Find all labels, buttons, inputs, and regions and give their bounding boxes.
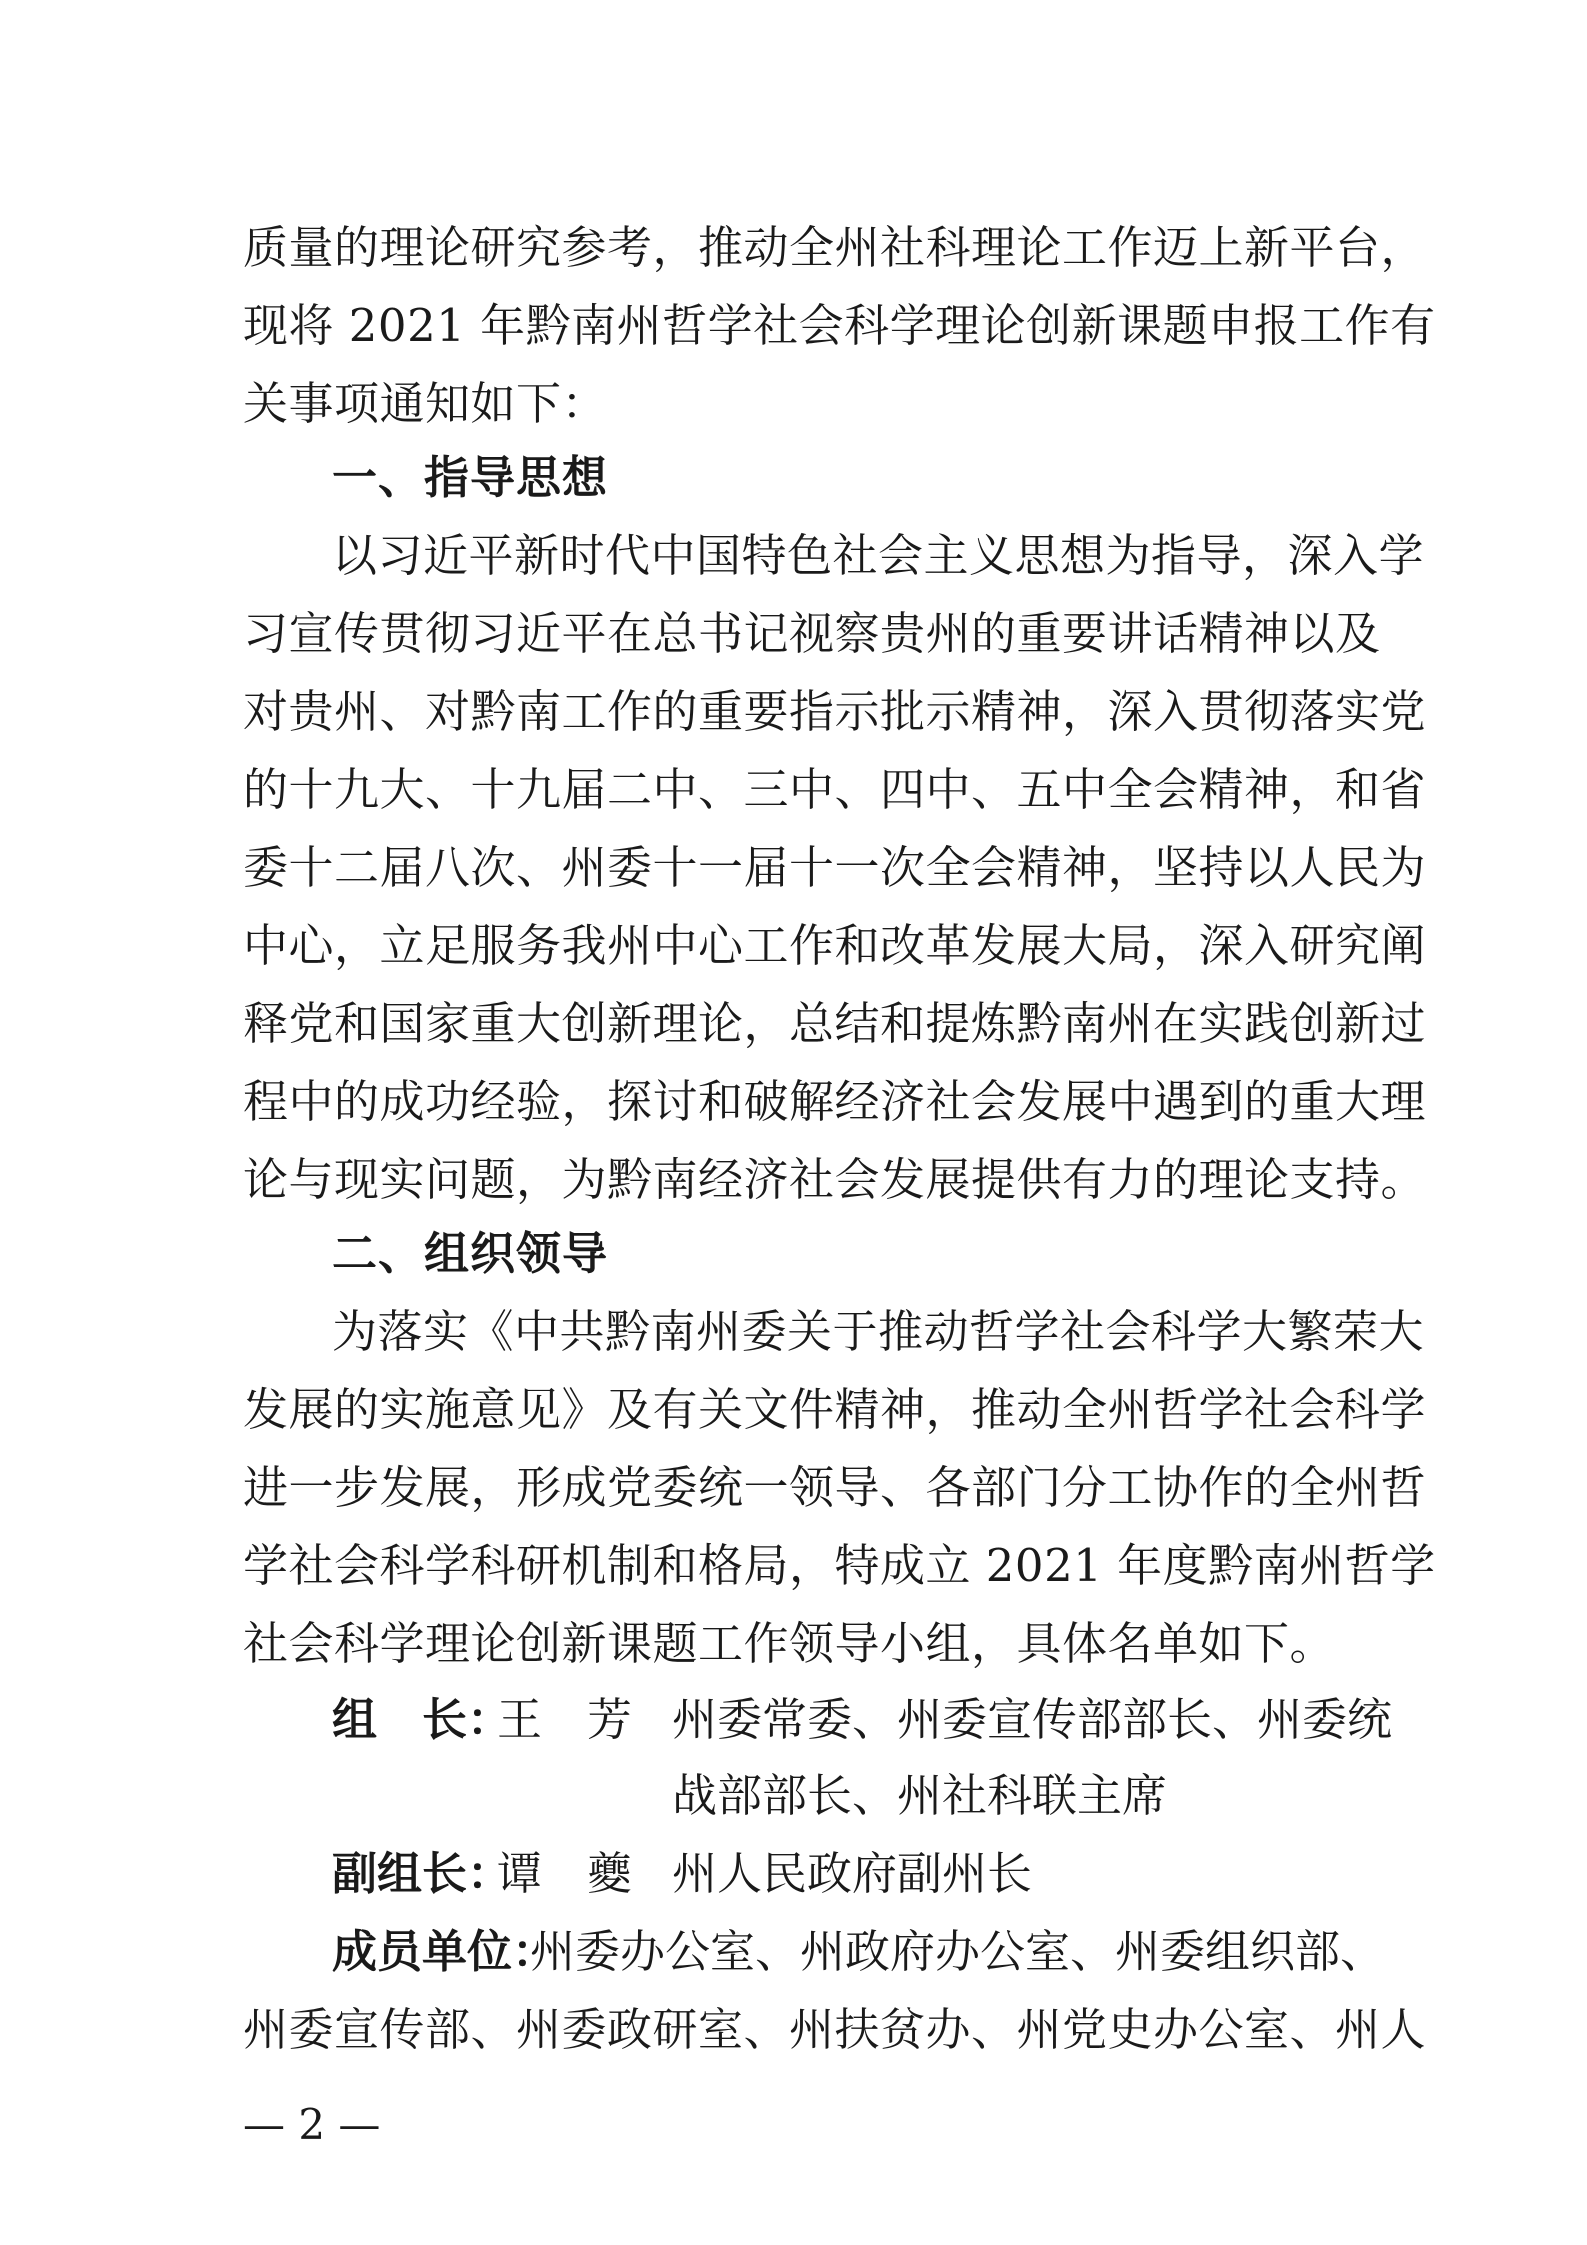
paragraph-line: 为落实《中共黔南州委关于推动哲学社会科学大繁荣大 — [332, 1305, 1425, 1358]
paragraph-line: 程中的成功经验，探讨和破解经济社会发展中遇到的重大理 — [243, 1075, 1427, 1128]
members-line: 州委宣传部、州委政研室、州扶贫办、州党史办公室、州人 — [243, 2003, 1427, 2056]
paragraph-line: 关事项通知如下： — [243, 377, 608, 430]
paragraph-line: 进一步发展，形成党委统一领导、各部门分工协作的全州哲 — [243, 1461, 1427, 1514]
paragraph-line: 的十九大、十九届二中、三中、四中、五中全会精神，和省 — [243, 763, 1427, 816]
leader-title: 州委常委、州委宣传部部长、州委统 — [672, 1693, 1393, 1746]
paragraph-line: 释党和国家重大创新理论，总结和提炼黔南州在实践创新过 — [243, 997, 1427, 1050]
leader-label: 组 长： — [332, 1693, 513, 1746]
page-number: — 2 — — [243, 2100, 381, 2149]
paragraph-line: 以习近平新时代中国特色社会主义思想为指导，深入学 — [332, 529, 1425, 582]
paragraph-line: 委十二届八次、州委十一届十一次全会精神，坚持以人民为 — [243, 841, 1427, 894]
members-line: 州委办公室、州政府办公室、州委组织部、 — [530, 1925, 1386, 1978]
paragraph-line: 论与现实问题，为黔南经济社会发展提供有力的理论支持。 — [243, 1153, 1427, 1206]
section-heading: 二、组织领导 — [332, 1227, 609, 1280]
paragraph-line: 对贵州、对黔南工作的重要指示批示精神，深入贯彻落实党 — [243, 685, 1427, 738]
paragraph-line: 习宣传贯彻习近平在总书记视察贵州的重要讲话精神以及 — [243, 607, 1381, 660]
leader-title-continued: 战部部长、州社科联主席 — [672, 1769, 1168, 1822]
deputy-title: 州人民政府副州长 — [672, 1847, 1033, 1900]
paragraph-line: 发展的实施意见》及有关文件精神，推动全州哲学社会科学 — [243, 1383, 1427, 1436]
paragraph-line: 社会科学理论创新课题工作领导小组，具体名单如下。 — [243, 1617, 1336, 1670]
section-heading: 一、指导思想 — [332, 451, 609, 504]
deputy-name: 谭 夔 — [497, 1847, 633, 1900]
paragraph-line: 现将 2021 年黔南州哲学社会科学理论创新课题申报工作有 — [243, 299, 1436, 352]
deputy-label: 副组长： — [332, 1847, 513, 1900]
paragraph-line: 中心，立足服务我州中心工作和改革发展大局，深入研究阐 — [243, 919, 1427, 972]
paragraph-line: 质量的理论研究参考，推动全州社科理论工作迈上新平台， — [243, 221, 1427, 274]
leader-name: 王 芳 — [497, 1693, 633, 1746]
members-label: 成员单位： — [332, 1925, 558, 1978]
paragraph-line: 学社会科学科研机制和格局，特成立 2021 年度黔南州哲学 — [243, 1539, 1436, 1592]
